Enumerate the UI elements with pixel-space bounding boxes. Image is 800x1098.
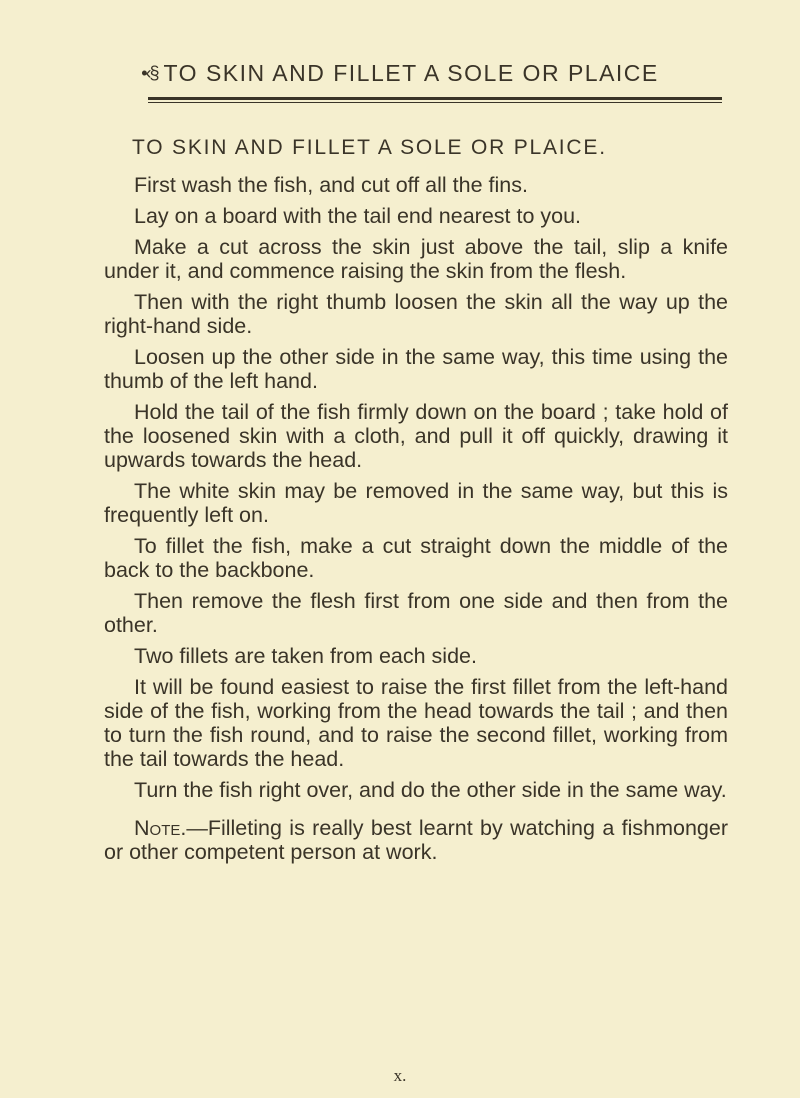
paragraph: First wash the fish, and cut off all the fins.	[134, 173, 528, 197]
paragraph: To fillet the fish, make a cut straight down the middle of the back to the backbone.	[104, 534, 728, 582]
header-rule-thick	[148, 97, 722, 100]
paragraph: Make a cut across the skin just above the tail, slip a knife under it, and commence raising the skin from the flesh.	[104, 235, 728, 283]
paragraph: Loosen up the other side in the same way, this time using the thumb of the left hand.	[104, 345, 728, 393]
paragraph: Turn the fish right over, and do the other side in the same way.	[134, 778, 727, 802]
paragraph: Hold the tail of the fish firmly down on the board ; take hold of the loosened skin with a cloth, and pull it off quickly, drawing it upwards towards the head.	[104, 400, 728, 472]
running-head	[0, 60, 800, 87]
paragraph: Then remove the flesh first from one side and then from the other.	[104, 589, 728, 637]
paragraph: Lay on a board with the tail end nearest to you.	[134, 204, 582, 228]
header-rule-thin	[148, 102, 722, 103]
paragraph: Then with the right thumb loosen the skin all the way up the right-hand side.	[104, 290, 728, 338]
paragraph: It will be found easiest to raise the first fillet from the left-hand side of the fish, working from the head towards the tail ; and then to turn the fish round, and to raise the second fillet, working from the tail towards the head.	[104, 675, 728, 771]
page-folio: x.	[393, 1066, 407, 1085]
note-label: Note.	[134, 816, 187, 840]
section-heading: TO SKIN AND FILLET A SOLE OR PLAICE.	[132, 136, 607, 159]
note-paragraph	[104, 816, 728, 864]
paragraph: Two fillets are taken from each side.	[134, 644, 477, 668]
page-body	[104, 136, 728, 871]
note-text: —Filleting is really best learnt by watching a fishmonger or other competent person at work.	[104, 816, 728, 864]
running-head-title: TO SKIN AND FILLET A SOLE OR PLAICE	[163, 60, 659, 86]
ornament-icon: •‹§	[141, 63, 158, 83]
paragraph: The white skin may be removed in the same way, but this is frequently left on.	[104, 479, 728, 527]
